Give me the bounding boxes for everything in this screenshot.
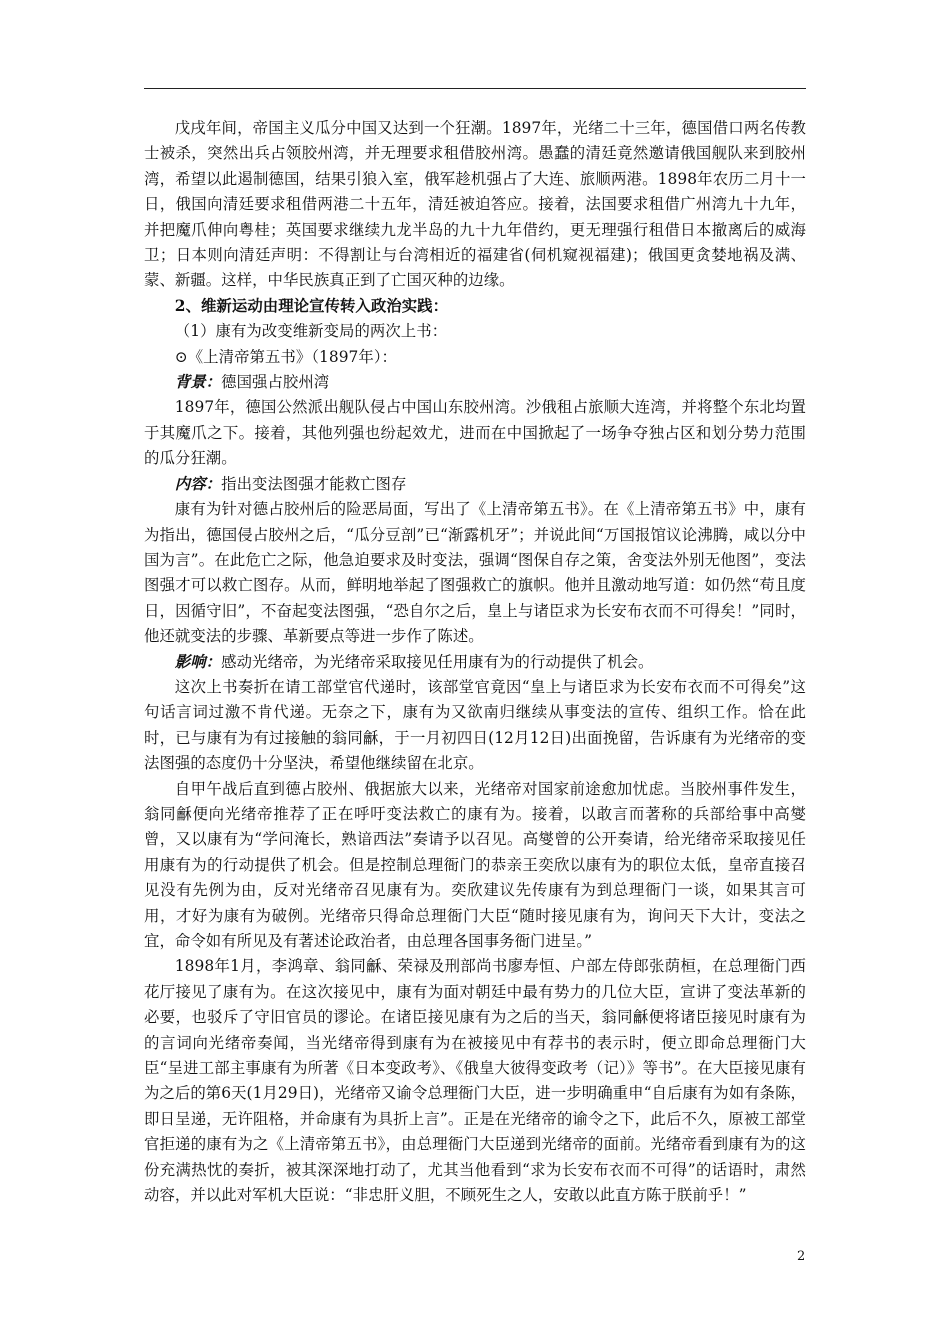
header-rule: [144, 88, 806, 89]
impact-label: 影响：: [174, 652, 222, 671]
content-line: [144, 472, 806, 497]
document-body: [144, 116, 806, 1208]
content-text: 指出变法图强才能救亡图存: [221, 474, 407, 493]
background-label: 背景：: [174, 373, 222, 392]
paragraph-submission: 这次上书奏折在请工部堂官代递时，该部堂官竟因“皇上与诸臣求为长安布衣而不可得矣”这句话言词过激不肯代递。无奈之下，康有为又欲南归继续从事变法的宣传、组织工作。恰在此时，已与康有为有过接触的翁同龢，于一月初四日(12月12日)出面挽留，告诉康有为光绪帝的变法图强的态度仍十分坚決，希望他继续留在北京。: [144, 677, 806, 773]
content-label: 内容：: [174, 474, 222, 493]
impact-line: [144, 650, 806, 675]
subsection-heading-1: （1）康有为改变维新变局的两次上书：: [174, 322, 448, 341]
page-number: 2: [797, 1249, 806, 1264]
memorial-title: ⊙《上清帝第五书》（1897年）：: [174, 347, 397, 366]
background-text: 德国强占胶州湾: [221, 373, 330, 392]
background-line: [144, 370, 806, 395]
paragraph-partition-background: 戊戌年间，帝国主义瓜分中国又达到一个狂潮。1897年，光绪二十三年，德国借口两名传教士被杀，突然出兵占领胶州湾，并无理要求租借胶州湾。愚蠢的清廷竟然邀请俄国舰队来到胶州湾，希望以此遏制德国，结果引狼入室，俄军趁机强占了大连、旅顺两港。1898年农历二月十一日，俄国向清廷要求租借两港二十五年，清廷被迫答应。接着，法国要求租借广州湾九十九年，并把魔爪伸向粤桂；英国要求继续九龙半岛的九十九年借约，更无理强行租借日本撤离后的威海卫；日本则向清廷声明：不得割让与台湾相近的福建省(伺机窥视福建)；俄国更贪婪地祸及满、蒙、新疆。这样，中华民族真正到了亡国灭种的边缘。: [144, 119, 806, 290]
paragraph-memorial-content: 康有为针对德占胶州后的险恶局面，写出了《上清帝第五书》。在《上清帝第五书》中，康有为指出，德国侵占胶州之后，“瓜分豆剖”已“渐露机牙”；并说此间“万国报馆议论沸腾，咸以分中国为言”。在此危亡之际，他急迫要求及时变法，强调“图保自存之策，舍变法外别无他图”，变法图强才可以救亡图存。从而，鲜明地举起了图强救亡的旗帜。他并且激动地写道：如仍然“苟且度日，因循守旧”，不奋起变法图强，“恐自尔之后，皇上与诸臣求为长安布衣而不可得矣！”同时，他还就变法的步骤、革新要点等进一步作了陈述。: [144, 500, 806, 646]
paragraph-recommendation: 自甲午战后直到德占胶州、俄据旅大以来，光绪帝对国家前途愈加忧虑。当胶州事件发生，翁同龢便向光绪帝推荐了正在呼吁变法救亡的康有为。接着，以敢言而著称的兵部给事中高燮曾，又以康有为“学问淹长，熟谙西法”奏请予以召见。高燮曾的公开奏请，给光绪帝采取接见任用康有为的行动提供了机会。但是控制总理衙门的恭亲王奕欣以康有为的职位太低，皇帝直接召见没有先例为由，反对光绪帝召见康有为。奕欣建议先传康有为到总理衙门一谈，如果其言可用，才好为康有为破例。光绪帝只得命总理衙门大臣“随时接见康有为，询问天下大计，变法之宜，命令如有所见及有著述论政治者，由总理各国事务衙门进呈。”: [144, 779, 806, 950]
paragraph-background-detail: 1897年，德国公然派出舰队侵占中国山东胶州湾。沙俄租占旅顺大连湾，并将整个东北均置于其魔爪之下。接着，其他列强也纷起效尤，进而在中国掀起了一场争夺独占区和划分势力范围的瓜分狂潮。: [144, 398, 806, 468]
section-heading-2: 2、维新运动由理论宣传转入政治实践：: [174, 296, 449, 315]
impact-text: 感动光绪帝，为光绪帝采取接见任用康有为的行动提供了机会。: [221, 652, 654, 671]
paragraph-interview: 1898年1月，李鸿章、翁同龢、荣禄及刑部尚书廖寿恒、户部左侍郎张荫桓，在总理衙门西花厅接见了康有为。在这次接见中，康有为面对朝廷中最有势力的几位大臣，宣讲了变法革新的必要，也驳斥了守旧官员的谬论。在诸臣接见康有为之后的当天，翁同龢便将诸臣接见时康有为的言词向光绪帝奏闻，当光绪帝得到康有为在被接见中有荐书的表示时，便立即命总理衙门大臣“呈进工部主事康有为所著《日本变政考》、《俄皇大彼得变政考（记）》等书”。在大臣接见康有为之后的第6天(1月29日)，光绪帝又谕令总理衙门大臣，进一步明确重申“自后康有为如有条陈，即日呈递，无许阻格，并命康有为具折上言”。正是在光绪帝的谕令之下，此后不久，原被工部堂官拒递的康有为之《上清帝第五书》，由总理衙门大臣递到光绪帝的面前。光绪帝看到康有为的这份充满热忱的奏折，被其深深地打动了，尤其当他看到“求为长安布衣而不可得”的话语时，肃然动容，并以此对军机大臣说：“非忠肝义胆，不顾死生之人，安敢以此直方陈于朕前乎！”: [144, 957, 806, 1205]
